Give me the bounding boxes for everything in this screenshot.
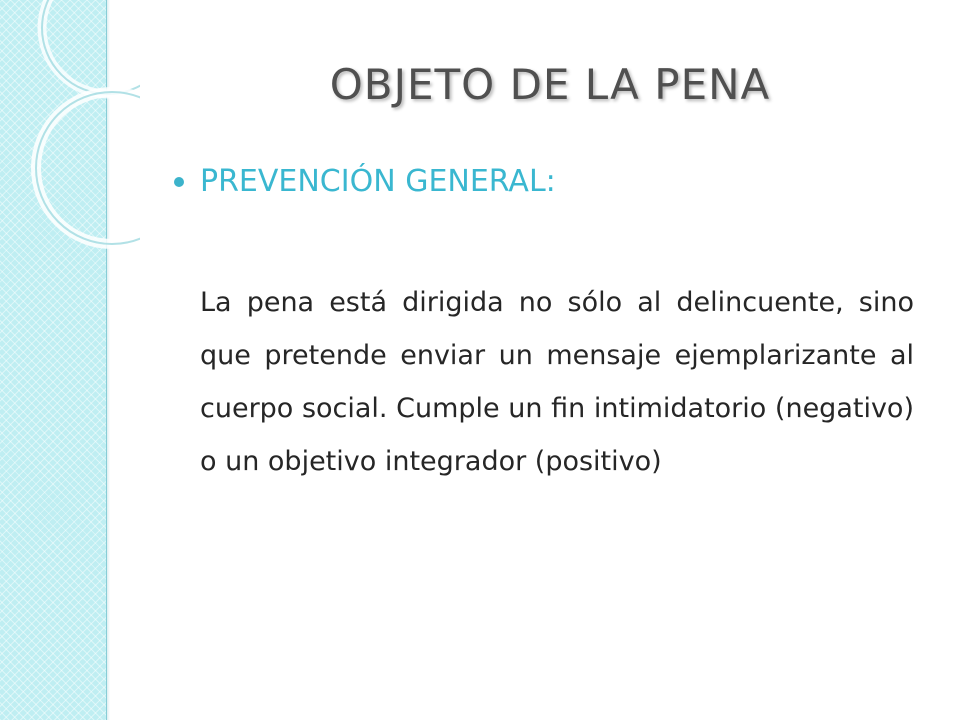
bullet-dot-icon [174,177,184,187]
slide-title: OBJETO DE LA PENA [329,60,771,109]
body-paragraph: La pena está dirigida no sólo al delincuente, sino que pretende enviar un mensaje ejemplarizante al cuerpo social. Cumple un fin intimidatorio (negativo) o un objetivo integrador (positivo) [200,287,914,477]
bullet-row [174,164,556,199]
bullet-heading: PREVENCIÓN GENERAL: [200,164,556,199]
ring-decoration-icon [0,0,140,260]
